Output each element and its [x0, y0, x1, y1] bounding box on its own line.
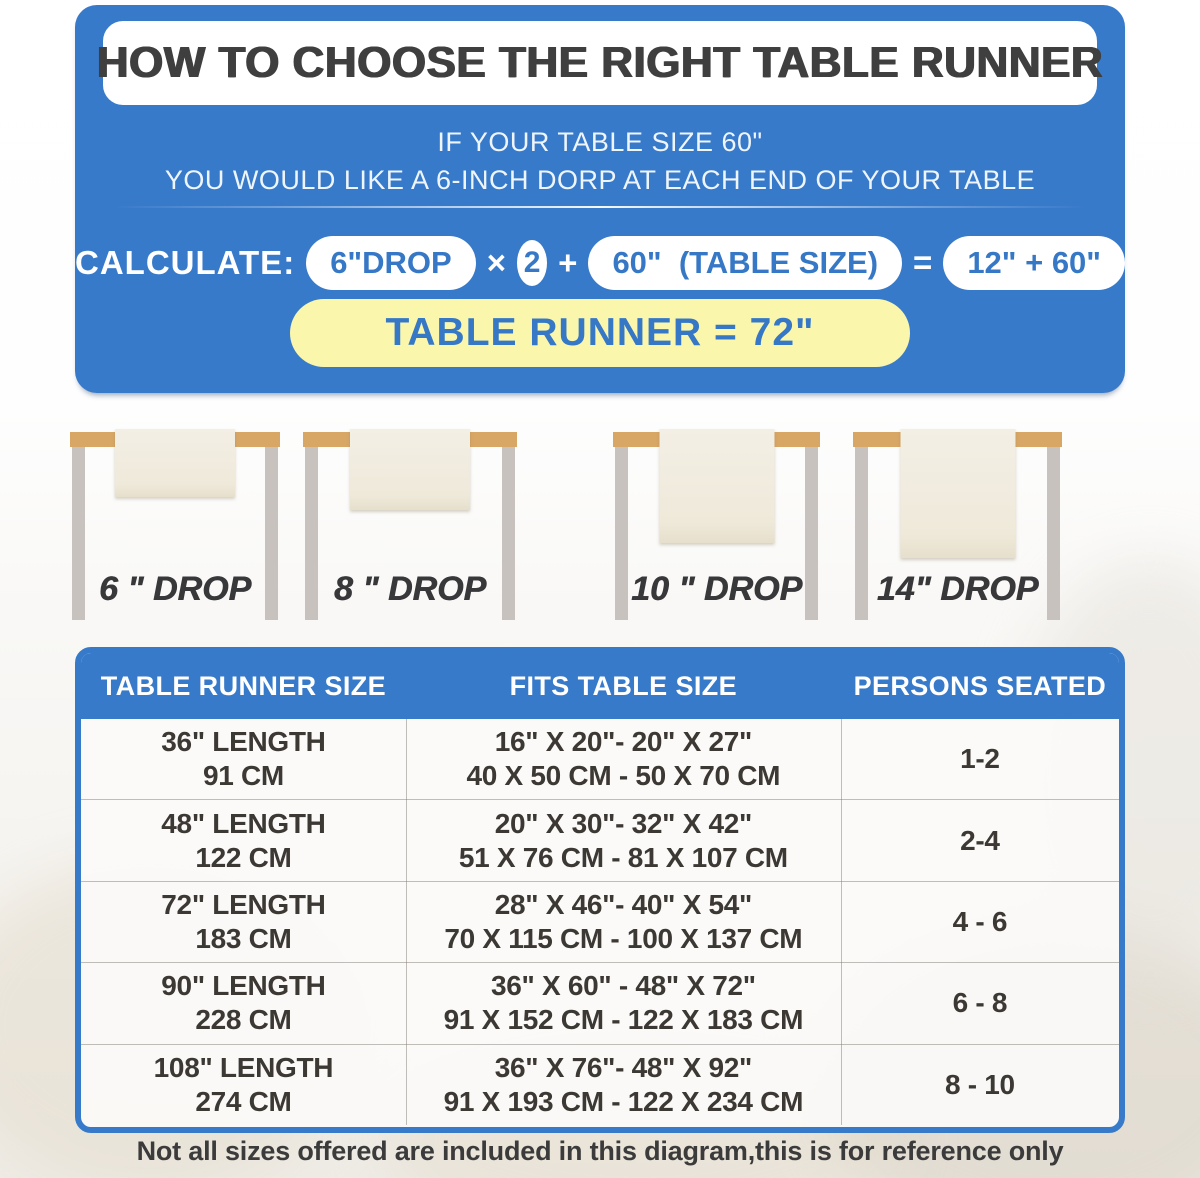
page-title: HOW TO CHOOSE THE RIGHT TABLE RUNNER — [96, 38, 1104, 87]
column-divider — [406, 719, 407, 1125]
cell-fits-size — [406, 725, 841, 793]
table-runner-cloth — [659, 429, 774, 543]
table-runner-cloth — [115, 429, 235, 497]
drop-pill: 6"DROP — [306, 236, 476, 290]
table-size-pill: 60" (TABLE SIZE) — [588, 236, 902, 290]
drop-label: 14" DROP — [876, 570, 1039, 608]
table-runner-cloth — [350, 429, 470, 510]
runner-length-cm: 122 CM — [195, 841, 292, 873]
runner-length-inches: 108" LENGTH — [153, 1051, 334, 1083]
fits-size-inches: 28" X 46"- 40" X 54" — [494, 889, 752, 921]
runner-length-cm: 183 CM — [195, 923, 292, 955]
table-row — [81, 799, 1119, 880]
multiply-sign: × — [486, 244, 506, 281]
fits-size-cm: 51 X 76 CM - 81 X 107 CM — [458, 841, 788, 873]
cell-runner-size — [81, 888, 406, 956]
fits-size-cm: 70 X 115 CM - 100 X 137 CM — [444, 923, 803, 955]
info-panel — [75, 5, 1125, 393]
size-table-body — [81, 719, 1119, 1125]
cell-runner-size — [81, 1051, 406, 1119]
sum-pill: 12" + 60" — [943, 236, 1125, 290]
cell-runner-size — [81, 807, 406, 875]
drop-figure-6 — [70, 400, 280, 635]
cell-persons: 1-2 — [960, 743, 1000, 775]
subtitle-line-2: YOU WOULD LIKE A 6-INCH DORP AT EACH END OF YOUR TABLE — [164, 165, 1036, 195]
table-row — [81, 962, 1119, 1043]
fits-size-inches: 20" X 30"- 32" X 42" — [494, 807, 752, 839]
runner-length-cm: 274 CM — [195, 1085, 292, 1117]
calc-label: CALCULATE: — [75, 244, 296, 281]
result-text: TABLE RUNNER = 72" — [385, 311, 815, 354]
runner-length-cm: 91 CM — [202, 760, 284, 792]
equals-sign: = — [913, 244, 933, 281]
cell-fits-size — [406, 807, 841, 875]
fits-size-cm: 91 X 193 CM - 122 X 234 CM — [443, 1085, 804, 1117]
runner-length-cm: 228 CM — [195, 1004, 292, 1036]
calc-row — [75, 235, 1125, 291]
cell-persons: 6 - 8 — [952, 987, 1008, 1019]
cell-fits-size — [406, 1051, 841, 1119]
size-table-header — [81, 653, 1119, 719]
drop-figure-8 — [303, 400, 517, 635]
column-divider — [841, 719, 842, 1125]
table-runner-cloth — [900, 429, 1015, 558]
header-cell-persons: PERSONS SEATED — [853, 670, 1107, 701]
drop-label: 6 " DROP — [98, 570, 252, 608]
drop-label: 8 " DROP — [333, 570, 487, 608]
runner-length-inches: 48" LENGTH — [161, 807, 326, 839]
table-row — [81, 881, 1119, 962]
fits-size-cm: 40 X 50 CM - 50 X 70 CM — [466, 760, 781, 792]
drop-figure-10 — [613, 400, 820, 635]
runner-length-inches: 72" LENGTH — [161, 889, 326, 921]
title-bar — [96, 21, 1104, 105]
fits-size-inches: 36" X 60" - 48" X 72" — [490, 970, 756, 1002]
fits-size-inches: 36" X 76"- 48" X 92" — [494, 1051, 752, 1083]
drop-figure-14 — [853, 400, 1062, 635]
cell-fits-size — [406, 888, 841, 956]
drop-label: 10 " DROP — [630, 570, 803, 608]
table-row — [81, 1044, 1119, 1125]
result-pill — [290, 299, 910, 367]
footer-note: Not all sizes offered are included in this diagram,this is for reference only — [136, 1136, 1064, 1166]
plus-sign: + — [558, 244, 578, 281]
cell-runner-size — [81, 725, 406, 793]
panel-divider — [115, 206, 1085, 208]
cell-runner-size — [81, 969, 406, 1037]
header-cell-runner-size: TABLE RUNNER SIZE — [100, 670, 387, 701]
cell-persons: 2-4 — [960, 824, 1000, 856]
subtitle-line-1: IF YOUR TABLE SIZE 60" — [437, 127, 763, 157]
multiplier-badge: 2 — [517, 240, 547, 286]
cell-fits-size — [406, 969, 841, 1037]
fits-size-inches: 16" X 20"- 20" X 27" — [494, 726, 752, 758]
cell-persons: 4 - 6 — [952, 906, 1008, 938]
cell-persons: 8 - 10 — [944, 1068, 1015, 1100]
runner-length-inches: 36" LENGTH — [161, 726, 326, 758]
table-row — [81, 719, 1119, 799]
runner-length-inches: 90" LENGTH — [161, 970, 326, 1002]
size-table — [75, 647, 1125, 1133]
fits-size-cm: 91 X 152 CM - 122 X 183 CM — [443, 1004, 804, 1036]
header-cell-fits-size: FITS TABLE SIZE — [509, 670, 738, 701]
